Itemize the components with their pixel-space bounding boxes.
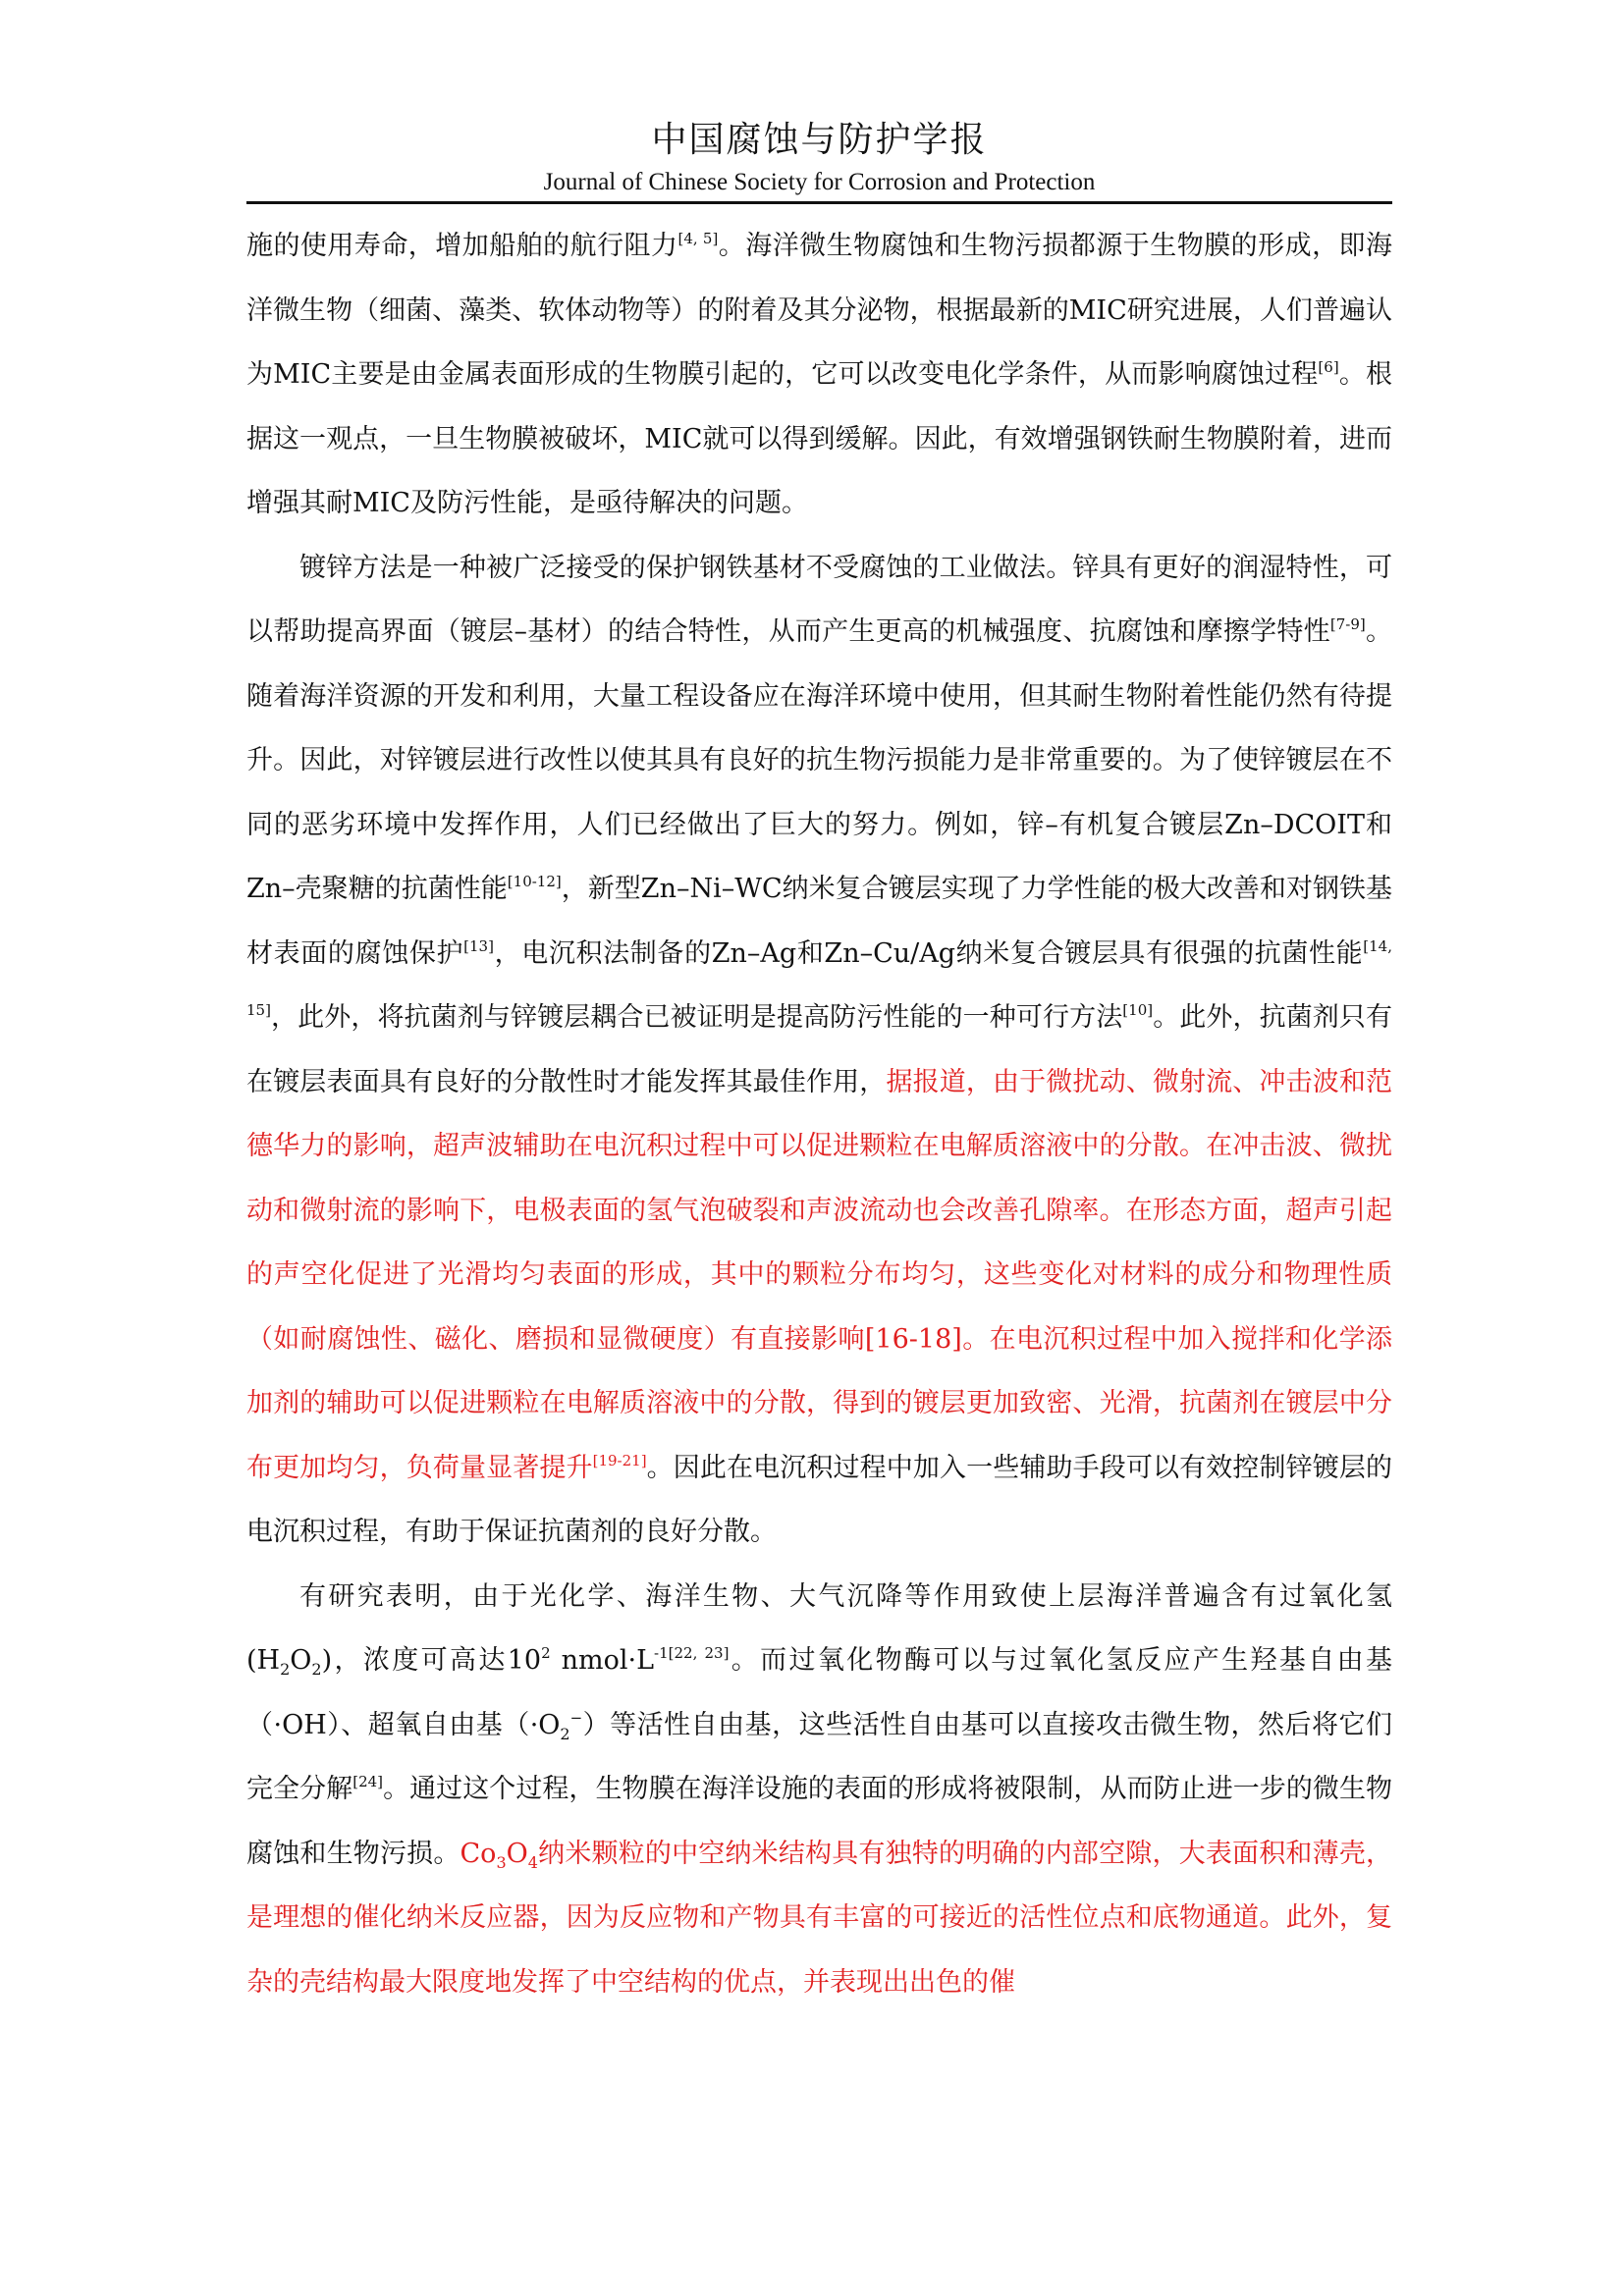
subscript: 2 [311, 1660, 322, 1679]
citation-10-12: [10-12] [507, 873, 562, 890]
article-body [246, 214, 1392, 2014]
text-run: 。随着海洋资源的开发和利用，大量工程设备应在海洋环境中使用，但其耐生物附着性能仍然有待提升。因此，对锌镀层进行改性以使其具有良好的抗生物污损能力是非常重要的。为了使锌镀层在不同的恶劣环境中发挥作用，人们已经做出了巨大的努力。例如，锌–有机复合镀层Zn–DCOIT和Zn–壳聚糖的抗菌性能 [246, 616, 1393, 904]
highlighted-text: 据报道，由于微扰动、微射流、冲击波和范德华力的影响，超声波辅助在电沉积过程中可以促进颗粒在电解质溶液中的分散。在冲击波、微扰动和微射流的影响下，电极表面的氢气泡破裂和声波流动也会改善孔隙率。在形态方面，超声引起的声空化促进了光滑均匀表面的形成，其中的颗粒分布均匀，这些变化对材料的成分和物理性质（如耐腐蚀性、磁化、磨损和显微硬度）有直接影响[16-18]。在电沉积过程中加入搅拌和化学添加剂的辅助可以促进颗粒在电解质溶液中的分散，得到的镀层更加致密、光滑，抗菌剂在镀层中分布更加均匀，负荷量显著提升 [246, 1066, 1393, 1483]
text-run: 。因此在电沉积过程中加入一些辅助手段可以有效控制锌镀层的电沉积过程，有助于保证抗菌剂的良好分散。 [246, 1452, 1393, 1547]
citation-24: [24] [352, 1773, 384, 1790]
journal-title-cn: 中国腐蚀与防护学报 [651, 120, 988, 160]
citation-4-5: [4, 5] [677, 230, 719, 247]
citation-19-21: [19-21] [592, 1451, 647, 1469]
text-run: nmol·L [550, 1645, 655, 1676]
text-run: 。此外，抗菌剂只有在镀层表面具有良好的分散性时才能发挥其最佳作用， [246, 1002, 1393, 1097]
superscript: − [569, 1708, 583, 1727]
page-header [246, 116, 1392, 198]
superscript: 2 [541, 1644, 551, 1662]
subscript: 3 [496, 1852, 507, 1872]
journal-title-en: Journal of Chinese Society for Corrosion and Protection [543, 169, 1096, 195]
text-run: 有研究表明，由于光化学、海洋生物、大气沉降等作用致使上层海洋普遍含有过氧化氢(H [246, 1580, 1392, 1676]
highlighted-text: Co [460, 1838, 497, 1869]
citation-10: [10] [1122, 1001, 1154, 1019]
text-run: 。而过氧化物酶可以与过氧化氢反应产生羟基自由基（·OH）、超氧自由基（·O [246, 1645, 1393, 1740]
text-run: ，电沉积法制备的Zn–Ag和Zn–Cu/Ag纳米复合镀层具有很强的抗菌性能 [493, 937, 1364, 969]
text-run: 。根据这一观点，一旦生物膜被破坏，MIC就可以得到缓解。因此，有效增强钢铁耐生物膜附着，进而增强其耐MIC及防污性能，是亟待解决的问题。 [246, 359, 1393, 518]
text-run: ）等活性自由基，这些活性自由基可以直接攻击微生物，然后将它们完全分解 [246, 1709, 1392, 1804]
paragraph-2 [246, 536, 1392, 1565]
text-run: 。通过这个过程，生物膜在海洋设施的表面的形成将被限制，从而防止进一步的微生物腐蚀和生物污损。 [246, 1774, 1393, 1869]
text-run: )，浓度可高达10 [321, 1645, 542, 1676]
highlighted-text: O [506, 1838, 528, 1869]
paragraph-1 [246, 214, 1392, 536]
citation-13: [13] [463, 936, 494, 955]
superscript: -1 [654, 1644, 669, 1662]
subscript: 2 [280, 1660, 291, 1679]
text-run: O [290, 1645, 312, 1676]
header-divider [246, 201, 1392, 204]
text-run: ，此外，将抗菌剂与锌镀层耦合已被证明是提高防污性能的一种可行方法 [270, 1002, 1123, 1033]
text-run: 。海洋微生物腐蚀和生物污损都源于生物膜的形成，即海洋微生物（细菌、藻类、软体动物等）的附着及其分泌物，根据最新的MIC研究进展，人们普遍认为MIC主要是由金属表面形成的生物膜引起的，它可以改变电化学条件，从而影响腐蚀过程 [246, 231, 1393, 390]
text-run: 施的使用寿命，增加船舶的航行阻力 [246, 231, 678, 261]
subscript: 4 [527, 1852, 538, 1872]
paragraph-3 [246, 1565, 1392, 2015]
highlighted-text: 纳米颗粒的中空纳米结构具有独特的明确的内部空隙，大表面积和薄壳，是理想的催化纳米反应器，因为反应物和产物具有丰富的可接近的活性位点和底物通道。此外，复杂的壳结构最大限度地发挥了中空结构的优点，并表现出出色的催 [246, 1838, 1393, 1998]
text-run: 镀锌方法是一种被广泛接受的保护钢铁基材不受腐蚀的工业做法。锌具有更好的润湿特性，可以帮助提高界面（镀层–基材）的结合特性，从而产生更高的机械强度、抗腐蚀和摩擦学特性 [246, 552, 1392, 647]
citation-6: [6] [1318, 358, 1339, 376]
citation-14-15: [14, 15] [246, 936, 1392, 1019]
citation-7-9: [7-9] [1329, 615, 1366, 633]
text-run: ，新型Zn–Ni–WC纳米复合镀层实现了力学性能的极大改善和对钢铁基材表面的腐蚀保护 [246, 874, 1392, 969]
citation-22-23: [22, 23] [668, 1644, 730, 1662]
subscript: 2 [560, 1724, 570, 1743]
